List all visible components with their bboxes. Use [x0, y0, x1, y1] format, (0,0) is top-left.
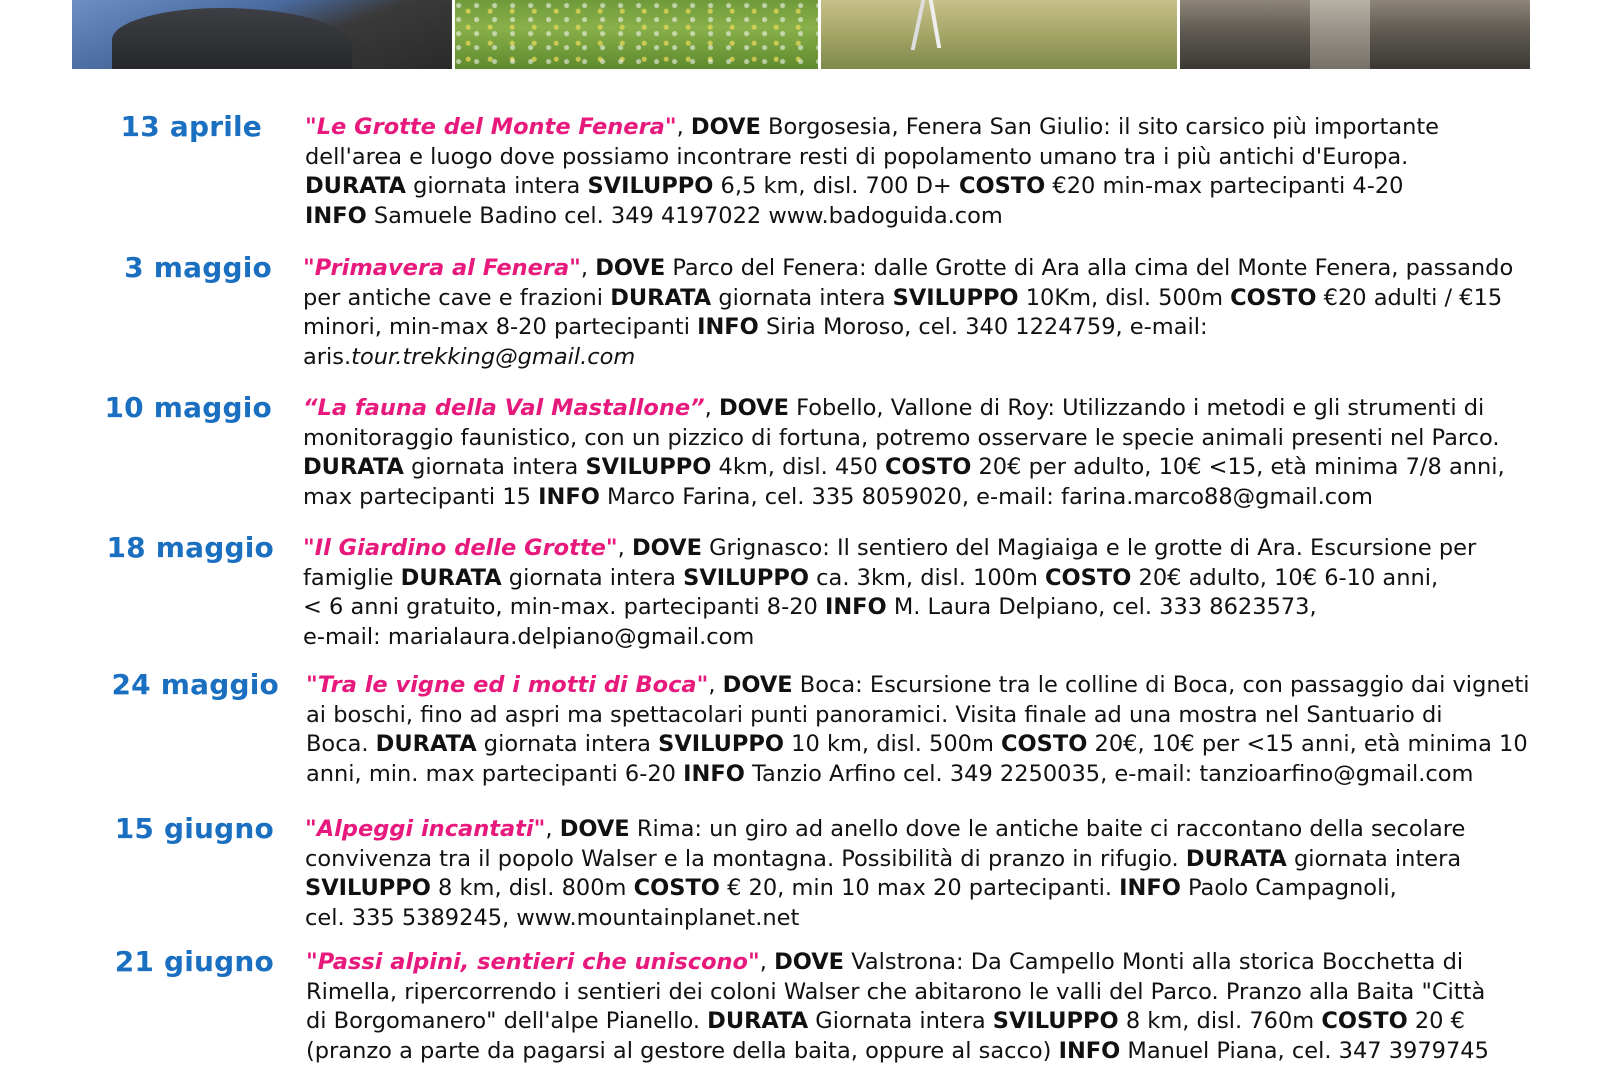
costo-text: €20 adulti / €15 minori, min-max 8-20 partecipanti [303, 284, 1503, 341]
event-title: "Tra le vigne ed i motti di Boca" [306, 672, 709, 698]
event-date: 24 maggio [111, 668, 279, 701]
info-label: INFO [697, 314, 759, 341]
event-description [303, 394, 1505, 512]
sviluppo-text: 10Km, disl. 500m [1018, 284, 1231, 311]
durata-text: giornata intera [476, 731, 659, 758]
sviluppo-label: SVILUPPO [892, 284, 1019, 311]
sviluppo-text: ca. 3km, disl. 100m [809, 564, 1046, 591]
event-date: 3 maggio [124, 251, 272, 284]
durata-label: DURATA [707, 1008, 809, 1035]
info-label: INFO [305, 202, 367, 229]
sviluppo-label: SVILUPPO [587, 173, 714, 200]
sviluppo-label: SVILUPPO [992, 1008, 1119, 1035]
durata-label: DURATA [375, 731, 477, 758]
costo-label: COSTO [1045, 564, 1132, 591]
event-separator: , [617, 535, 632, 561]
dove-label: DOVE [559, 816, 630, 842]
dove-text: Rima: un giro ad anello dove le antiche baite ci raccontano della secolare convivenza tra il popolo Walser e la montagna. Possibilità di pranzo in rifugio. [305, 816, 1466, 872]
dove-text: Fobello, Vallone di Roy: Utilizzando i metodi e gli strumenti di monitoraggio faunistico, con un pizzico di fortuna, potremo osservare le specie animali presenti nel Parco. [303, 395, 1500, 451]
event-title: "Primavera al Fenera" [303, 255, 581, 281]
durata-text: giornata intera [405, 173, 588, 200]
sviluppo-text: 10 km, disl. 500m [784, 731, 1002, 758]
dove-label: DOVE [718, 395, 789, 421]
info-text: Manuel Piana, cel. 347 3979745 [1120, 1037, 1489, 1064]
sviluppo-label: SVILUPPO [585, 454, 712, 481]
sviluppo-label: SVILUPPO [658, 731, 785, 758]
sviluppo-label: SVILUPPO [305, 875, 431, 902]
event-description [303, 534, 1476, 652]
event-title: "Passi alpini, sentieri che uniscono" [306, 949, 760, 975]
costo-label: COSTO [885, 454, 972, 481]
durata-text: giornata intera [711, 284, 893, 311]
durata-label: DURATA [610, 284, 712, 311]
dove-label: DOVE [595, 255, 666, 281]
costo-label: COSTO [1001, 731, 1088, 758]
dove-label: DOVE [631, 535, 702, 561]
event-title: "Alpeggi incantati" [305, 816, 546, 842]
event-description [306, 948, 1489, 1066]
costo-text: 20€ adulto, 10€ 6-10 anni, < 6 anni gratuito, min-max. partecipanti 8-20 [303, 564, 1439, 621]
event-title: "Le Grotte del Monte Fenera" [305, 114, 677, 140]
event-description [306, 671, 1530, 789]
info-text: Siria Moroso, cel. 340 1224759, e-mail: aris. [303, 314, 1208, 370]
durata-label: DURATA [400, 564, 502, 591]
sviluppo-text: 4km, disl. 450 [711, 454, 885, 481]
event-separator: , [708, 672, 723, 698]
dove-label: DOVE [722, 672, 793, 698]
sviluppo-text: 8 km, disl. 760m [1118, 1008, 1322, 1035]
event-description [305, 113, 1439, 231]
info-label: INFO [1058, 1037, 1121, 1064]
dove-label: DOVE [690, 114, 761, 140]
durata-label: DURATA [305, 173, 406, 200]
sviluppo-label: SVILUPPO [683, 564, 810, 591]
sviluppo-text: 6,5 km, disl. 700 D+ [713, 173, 959, 200]
costo-label: COSTO [1321, 1008, 1408, 1035]
dove-text: Valstrona: Da Campello Monti alla storica Bocchetta di Rimella, ripercorrendo i sentieri dei coloni Walser che abitarono le valli del Parco. Pranzo alla Baita "Città di Borgomanero" dell'alpe Pianello. [306, 949, 1486, 1035]
info-text: Paolo Campagnoli, cel. 335 5389245, www.mountainplanet.net [305, 875, 1397, 931]
event-separator: , [580, 255, 596, 281]
durata-text: Giornata intera [808, 1008, 993, 1035]
durata-label: DURATA [1185, 845, 1287, 872]
durata-label: DURATA [303, 454, 404, 481]
event-separator: , [759, 949, 775, 975]
event-title: “La fauna della Val Mastallone” [303, 395, 705, 421]
info-text: M. Laura Delpiano, cel. 333 8623573, e-mail: marialaura.delpiano@gmail.com [303, 594, 1317, 650]
costo-label: COSTO [633, 875, 720, 902]
event-date: 10 maggio [104, 391, 272, 424]
dove-text: Borgosesia, Fenera San Giulio: il sito carsico più importante dell'area e luogo dove possiamo incontrare resti di popolamento umano tra i più antichi d'Europa. [305, 114, 1440, 170]
info-text: Samuele Badino cel. 349 4197022 www.badoguida.com [366, 202, 1003, 229]
info-text: Tanzio Arfino cel. 349 2250035, e-mail: tanzioarfino@gmail.com [744, 760, 1474, 787]
dove-text: Boca: Escursione tra le colline di Boca, con passaggio dai vigneti ai boschi, fino ad aspri ma spettacolari punti panoramici. Visita finale ad una mostra nel Santuario di Boca. [306, 672, 1530, 758]
costo-text: 20 € (pranzo a parte da pagarsi al gestore della baita, oppure al sacco) [306, 1008, 1465, 1064]
event-date: 21 giugno [114, 945, 274, 978]
cave-stream-photo [1180, 0, 1530, 69]
event-description [305, 815, 1465, 933]
info-label: INFO [824, 594, 887, 621]
dove-label: DOVE [774, 949, 845, 975]
event-separator: , [676, 114, 691, 140]
info-label: INFO [683, 760, 745, 787]
costo-text: 20€, 10€ per <15 anni, età minima 10 anni, min. max partecipanti 6-20 [306, 731, 1528, 787]
durata-text: giornata intera [403, 454, 586, 481]
event-description [303, 254, 1513, 372]
info-email: tour.trekking@gmail.com [351, 343, 636, 370]
dove-text: Grignasco: Il sentiero del Magiaiga e le grotte di Ara. Escursione per famiglie [303, 535, 1477, 591]
info-label: INFO [1119, 875, 1181, 902]
grassland-tripod-photo [821, 0, 1177, 69]
info-label: INFO [538, 483, 600, 510]
costo-text: €20 min-max partecipanti 4-20 [1052, 173, 1404, 200]
sviluppo-text: 8 km, disl. 800m [430, 875, 634, 902]
dove-text: Parco del Fenera: dalle Grotte di Ara alla cima del Monte Fenera, passando per antiche cave e frazioni [303, 255, 1514, 311]
event-date: 15 giugno [114, 812, 274, 845]
photo-strip [72, 0, 1530, 69]
event-date: 18 maggio [106, 531, 274, 564]
costo-text: 20€ per adulto, 10€ <15, età minima 7/8 anni, max partecipanti 15 [303, 454, 1505, 510]
event-date: 13 aprile [120, 110, 262, 143]
durata-text: giornata intera [1293, 845, 1462, 872]
event-separator: , [704, 395, 719, 421]
event-separator: , [545, 816, 560, 842]
costo-label: COSTO [1230, 284, 1317, 311]
event-title: "Il Giardino delle Grotte" [303, 535, 618, 561]
costo-text: € 20, min 10 max 20 partecipanti. [719, 875, 1120, 902]
info-text: Marco Farina, cel. 335 8059020, e-mail: farina.marco88@gmail.com [599, 483, 1373, 510]
rocky-ridge-photo [72, 0, 452, 69]
costo-label: COSTO [958, 173, 1046, 200]
durata-text: giornata intera [501, 564, 684, 591]
flower-meadow-photo [455, 0, 818, 69]
